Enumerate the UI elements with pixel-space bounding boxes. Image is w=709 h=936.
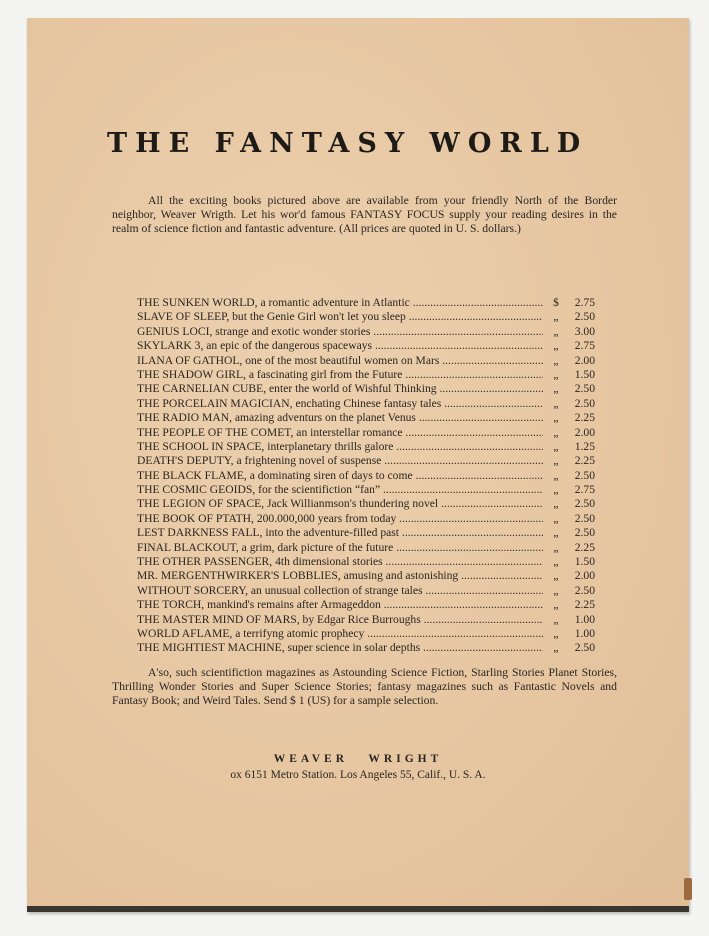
book-title: THE BLACK FLAME, a dominating siren of days to come ..... bbox=[137, 469, 543, 482]
book-list-item bbox=[137, 426, 595, 440]
book-currency: „ bbox=[553, 367, 559, 381]
book-list-item bbox=[137, 584, 595, 598]
book-currency: „ bbox=[553, 641, 559, 655]
book-list-item bbox=[137, 598, 595, 612]
book-list-item bbox=[137, 411, 595, 425]
book-currency: „ bbox=[553, 353, 559, 367]
book-currency: „ bbox=[553, 497, 559, 511]
publisher-address: ox 6151 Metro Station. Los Angeles 55, Calif., U. S. A. bbox=[230, 769, 486, 781]
book-price: 2.50 bbox=[574, 526, 595, 540]
book-title: WITHOUT SORCERY, an unusual collection of strange tales ..... bbox=[137, 584, 543, 597]
book-list-item bbox=[137, 325, 595, 339]
publisher-name: WEAVER WRIGHT bbox=[273, 753, 443, 765]
book-currency: „ bbox=[553, 468, 559, 482]
book-price: 2.50 bbox=[574, 396, 595, 410]
book-currency: „ bbox=[553, 612, 559, 626]
book-price: 1.25 bbox=[574, 439, 595, 453]
book-list-item bbox=[137, 526, 595, 540]
book-list-item bbox=[137, 454, 595, 468]
book-currency: „ bbox=[553, 425, 559, 439]
book-title: THE SCHOOL IN SPACE, interplanetary thrills galore ..... bbox=[137, 440, 543, 453]
book-title: DEATH'S DEPUTY, a frightening novel of suspense ..... bbox=[137, 454, 543, 467]
book-title: THE COSMIC GEOIDS, for the scientifiction “fan” ..... bbox=[137, 483, 543, 496]
book-list-item bbox=[137, 541, 595, 555]
book-list-item bbox=[137, 310, 595, 324]
book-list-item bbox=[137, 354, 595, 368]
book-list-item bbox=[137, 368, 595, 382]
book-title: WORLD AFLAME, a terrifyng atomic prophecy ..... bbox=[137, 627, 543, 640]
book-currency: „ bbox=[553, 324, 559, 338]
book-currency: „ bbox=[553, 454, 559, 468]
book-list-item bbox=[137, 483, 595, 497]
book-currency: „ bbox=[553, 569, 559, 583]
book-currency: „ bbox=[553, 339, 559, 353]
book-price: 2.50 bbox=[574, 468, 595, 482]
book-title: THE LEGION OF SPACE, Jack Willianmson's thundering novel ..... bbox=[137, 497, 543, 510]
book-list-item bbox=[137, 382, 595, 396]
book-title: SKYLARK 3, an epic of the dangerous spaceways ..... bbox=[137, 339, 543, 352]
book-price: 1.50 bbox=[574, 555, 595, 569]
book-price: 2.50 bbox=[574, 583, 595, 597]
book-title: LEST DARKNESS FALL, into the adventure-filled past ..... bbox=[137, 526, 543, 539]
book-list-item bbox=[137, 627, 595, 641]
book-price: 2.50 bbox=[574, 641, 595, 655]
book-list-item bbox=[137, 641, 595, 655]
book-currency: „ bbox=[553, 598, 559, 612]
book-price: 1.00 bbox=[574, 626, 595, 640]
book-title: MR. MERGENTHWIRKER'S LOBBLIES, amusing and astonishing ..... bbox=[137, 569, 543, 582]
book-list-item bbox=[137, 397, 595, 411]
book-price: 2.00 bbox=[574, 569, 595, 583]
book-price: 3.00 bbox=[574, 324, 595, 338]
book-list-item bbox=[137, 497, 595, 511]
book-list-item bbox=[137, 613, 595, 627]
book-title: FINAL BLACKOUT, a grim, dark picture of the future ..... bbox=[137, 541, 543, 554]
book-price: 2.75 bbox=[574, 296, 595, 309]
book-price: 2.25 bbox=[574, 540, 595, 554]
book-list-item bbox=[137, 512, 595, 526]
book-title: THE PORCELAIN MAGICIAN, enchating Chinese fantasy tales ..... bbox=[137, 397, 543, 410]
book-price: 2.00 bbox=[574, 425, 595, 439]
book-currency: „ bbox=[553, 526, 559, 540]
book-price-list bbox=[137, 296, 595, 656]
book-price: 1.00 bbox=[574, 612, 595, 626]
book-currency: „ bbox=[553, 555, 559, 569]
book-title: THE OTHER PASSENGER, 4th dimensional stories ..... bbox=[137, 555, 543, 568]
book-title: GENIUS LOCI, strange and exotic wonder stories ..... bbox=[137, 325, 543, 338]
book-price: 2.25 bbox=[574, 454, 595, 468]
book-currency: „ bbox=[553, 540, 559, 554]
book-title: THE MASTER MIND OF MARS, by Edgar Rice Burroughs ..... bbox=[137, 613, 543, 626]
book-list-item bbox=[137, 339, 595, 353]
book-price: 2.25 bbox=[574, 411, 595, 425]
book-title: THE SHADOW GIRL, a fascinating girl from the Future ..... bbox=[137, 368, 543, 381]
book-price: 2.25 bbox=[574, 598, 595, 612]
closing-paragraph: A'so, such scientifiction magazines as Astounding Science Fiction, Starling Stories Planet Stories, Thrilling Wonder Stories and Super Science Stories; fantasy magazines such as Fantastic Novels and Fantasy Book; and Weird Tales. Send $ 1 (US) for a sample selection. bbox=[112, 666, 617, 707]
book-list-item bbox=[137, 569, 595, 583]
book-currency: „ bbox=[553, 511, 559, 525]
book-list-item bbox=[137, 440, 595, 454]
book-price: 2.50 bbox=[574, 382, 595, 396]
book-title: THE CARNELIAN CUBE, enter the world of Wishful Thinking ..... bbox=[137, 382, 543, 395]
book-price: 1.50 bbox=[574, 367, 595, 381]
book-list-item bbox=[137, 469, 595, 483]
book-currency: „ bbox=[553, 396, 559, 410]
book-title: THE PEOPLE OF THE COMET, an interstellar romance ..... bbox=[137, 426, 543, 439]
book-title: ILANA OF GATHOL, one of the most beautiful women on Mars ..... bbox=[137, 354, 543, 367]
book-price: 2.50 bbox=[574, 497, 595, 511]
book-currency: „ bbox=[553, 626, 559, 640]
book-currency: „ bbox=[553, 411, 559, 425]
book-currency: „ bbox=[553, 439, 559, 453]
book-currency: „ bbox=[553, 382, 559, 396]
book-price: 2.75 bbox=[574, 483, 595, 497]
book-price: 2.50 bbox=[574, 511, 595, 525]
book-currency: „ bbox=[553, 583, 559, 597]
book-title: THE TORCH, mankind's remains after Armageddon ..... bbox=[137, 598, 543, 611]
book-list-item bbox=[137, 296, 595, 310]
book-title: THE MIGHTIEST MACHINE, super science in solar depths ..... bbox=[137, 641, 543, 654]
torn-corner bbox=[684, 878, 692, 900]
book-list-item bbox=[137, 555, 595, 569]
page-title: THE FANTASY WORLD bbox=[107, 128, 589, 159]
intro-paragraph: All the exciting books pictured above are available from your friendly North of the Border neighbor, Weaver Wrigth. Let his wor'd famous FANTASY FOCUS supply your reading desires in the realm of science fiction and fantastic adventure. (All prices are quoted in U. S. dollars.) bbox=[112, 194, 617, 235]
book-price: 2.75 bbox=[574, 339, 595, 353]
book-title: SLAVE OF SLEEP, but the Genie Girl won't let you sleep ..... bbox=[137, 310, 543, 323]
book-currency: $ bbox=[553, 296, 559, 309]
book-price: 2.50 bbox=[574, 310, 595, 324]
book-title: THE RADIO MAN, amazing adventurs on the planet Venus ..... bbox=[137, 411, 543, 424]
book-title: THE SUNKEN WORLD, a romantic adventure in Atlantic ..... bbox=[137, 296, 543, 309]
book-currency: „ bbox=[553, 483, 559, 497]
magazine-back-cover bbox=[27, 18, 689, 912]
book-price: 2.00 bbox=[574, 353, 595, 367]
book-currency: „ bbox=[553, 310, 559, 324]
book-title: THE BOOK OF PTATH, 200.000,000 years from today ..... bbox=[137, 512, 543, 525]
